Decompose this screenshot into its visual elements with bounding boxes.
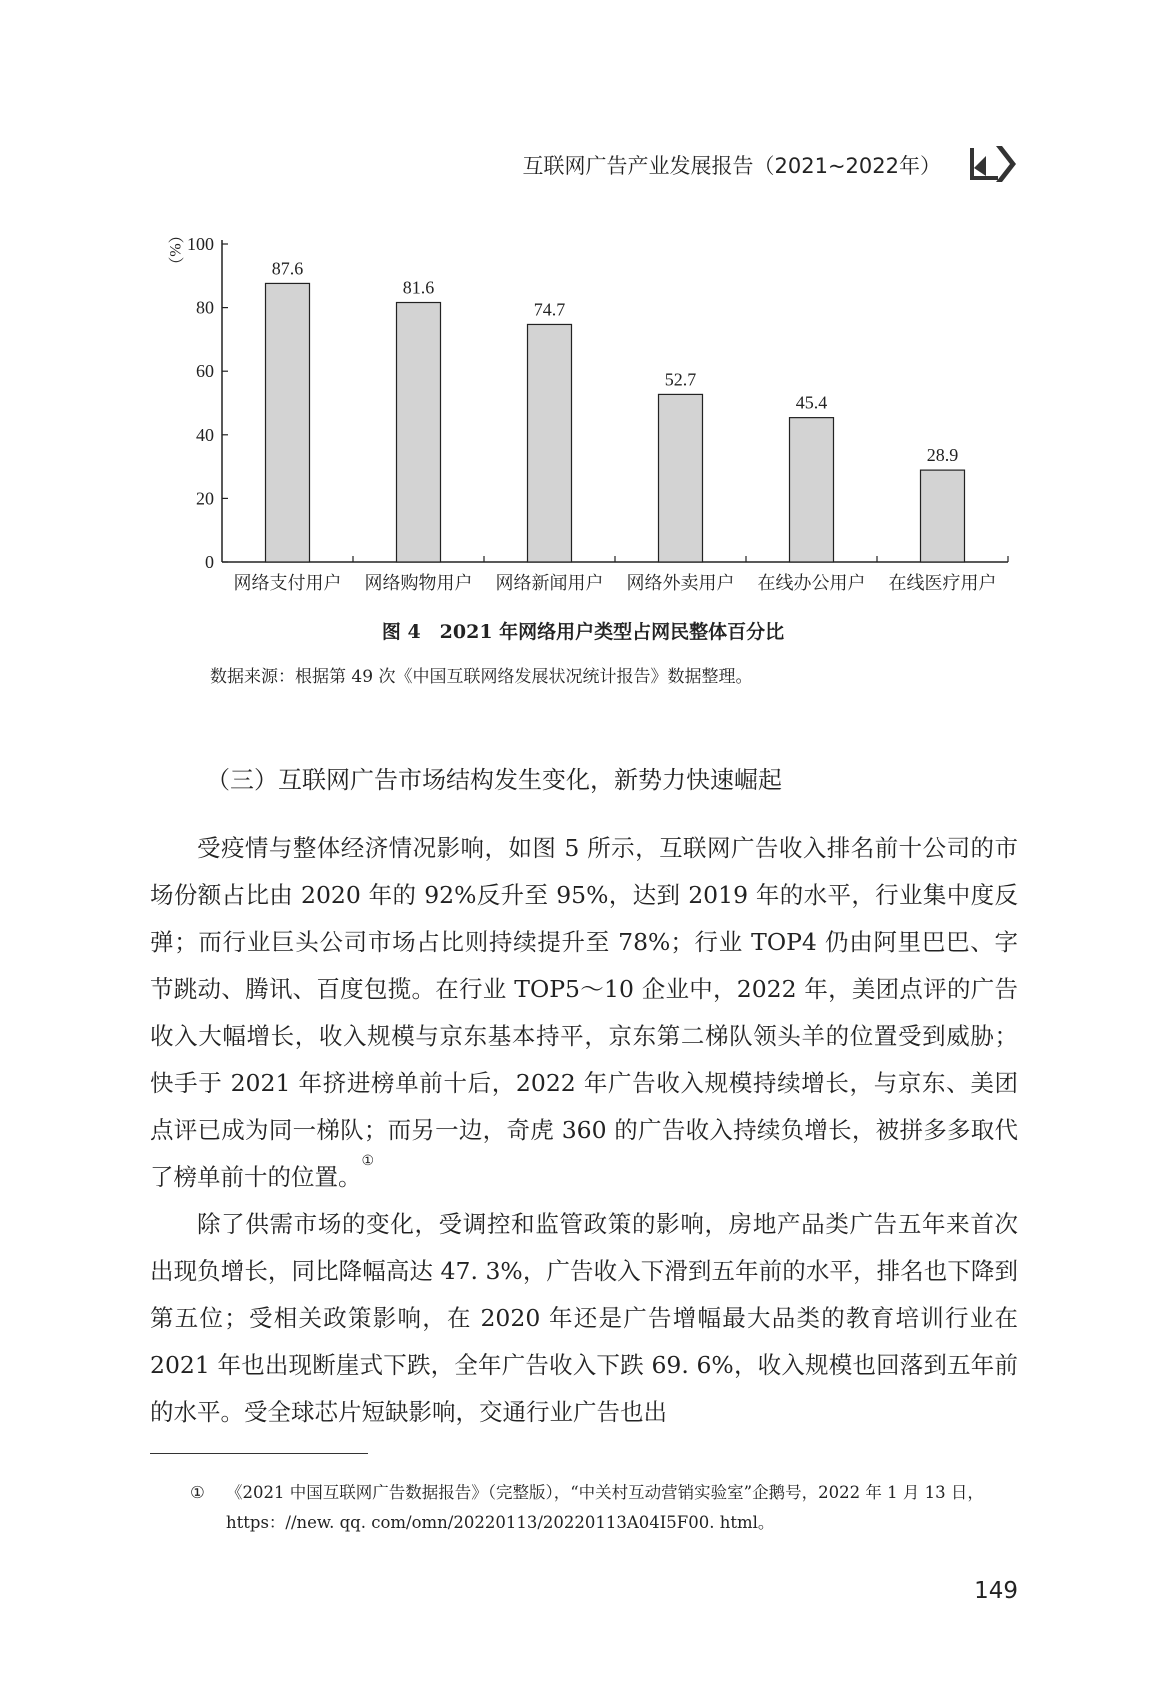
body-text <box>150 825 1018 1436</box>
x-category-label: 在线医疗用户 <box>888 573 997 593</box>
bar-value-label: 52.7 <box>664 369 697 390</box>
section-heading: （三）互联网广告市场结构发生变化，新势力快速崛起 <box>206 766 782 794</box>
page-number: 149 <box>974 1578 1018 1604</box>
y-tick-label: 0 <box>205 552 214 572</box>
x-category-label: 网络外卖用户 <box>626 573 735 593</box>
x-category-label: 在线办公用户 <box>757 573 866 593</box>
figure-caption: 图 4 2021 年网络用户类型占网民整体百分比 <box>381 621 785 643</box>
bar-value-label: 74.7 <box>533 299 566 320</box>
bar <box>397 303 441 562</box>
y-tick-label: 40 <box>196 424 214 445</box>
y-tick-label: 100 <box>187 234 214 254</box>
bar <box>659 394 703 562</box>
y-tick-label: 80 <box>196 297 214 318</box>
y-axis-label-text: （%） <box>166 227 183 273</box>
bar-value-label: 81.6 <box>402 277 435 298</box>
footnote-text: 《2021 中国互联网广告数据报告》（完整版），“中关村互动营销实验室”企鹅号，2022 年 1 月 13 日，https：//new. qq. com/omn/20220113/20220113A04I5F00. html。 <box>226 1483 984 1532</box>
bar <box>921 470 965 562</box>
bar-value-label: 87.6 <box>271 258 304 279</box>
paragraph-text: 除了供需市场的变化，受调控和监管政策的影响，房地产品类广告五年来首次出现负增长，同比降幅高达 47. 3%，广告收入下滑到五年前的水平，排名也下降到第五位；受相关政策影响，在 2020 年还是广告增幅最大品类的教育培训行业在 2021 年也出现断崖式下跌，全年广告收入下跌 69. 6%，收入规模也回落到五年前的水平。受全球芯片短缺影响，交通行业广告也出 <box>150 1210 1018 1426</box>
bar <box>790 418 834 562</box>
bar <box>528 324 572 562</box>
paragraph <box>150 825 1018 1201</box>
footnote <box>190 1478 1018 1538</box>
bar-value-label: 45.4 <box>795 392 828 413</box>
y-tick-label: 60 <box>196 361 214 382</box>
y-tick-label: 20 <box>196 488 214 509</box>
footnote-ref: ① <box>361 1153 375 1169</box>
x-category-label: 网络支付用户 <box>233 573 342 593</box>
bar <box>266 283 310 562</box>
x-category-label: 网络购物用户 <box>364 573 473 593</box>
figure-source: 数据来源：根据第 49 次《中国互联网络发展状况统计报告》数据整理。 <box>210 667 753 687</box>
paragraph-text: 受疫情与整体经济情况影响，如图 5 所示，互联网广告收入排名前十公司的市场份额占比由 2020 年的 92%反升至 95%，达到 2019 年的水平，行业集中度反弹；而行业巨头公司市场占比则持续提升至 78%；行业 TOP4 仍由阿里巴巴、字节跳动、腾讯、百度包揽。在行业 TOP5～10 企业中，2022 年，美团点评的广告收入大幅增长，收入规模与京东基本持平，京东第二梯队领头羊的位置受到威胁；快手于 2021 年挤进榜单前十后，2022 年广告收入规模持续增长，与京东、美团点评已成为同一梯队；而另一边，奇虎 360 的广告收入持续负增长，被拼多多取代了榜单前十的位置。 <box>150 834 1018 1191</box>
running-header-title: 互联网广告产业发展报告（2021~2022年） <box>522 154 941 178</box>
paragraph <box>150 1201 1018 1436</box>
y-axis-label <box>166 227 183 272</box>
bar-chart <box>0 0 1166 600</box>
footnote-mark: ① <box>190 1483 205 1502</box>
x-category-label: 网络新闻用户 <box>495 573 604 593</box>
footnote-divider <box>150 1453 368 1454</box>
bar-value-label: 28.9 <box>926 445 959 466</box>
